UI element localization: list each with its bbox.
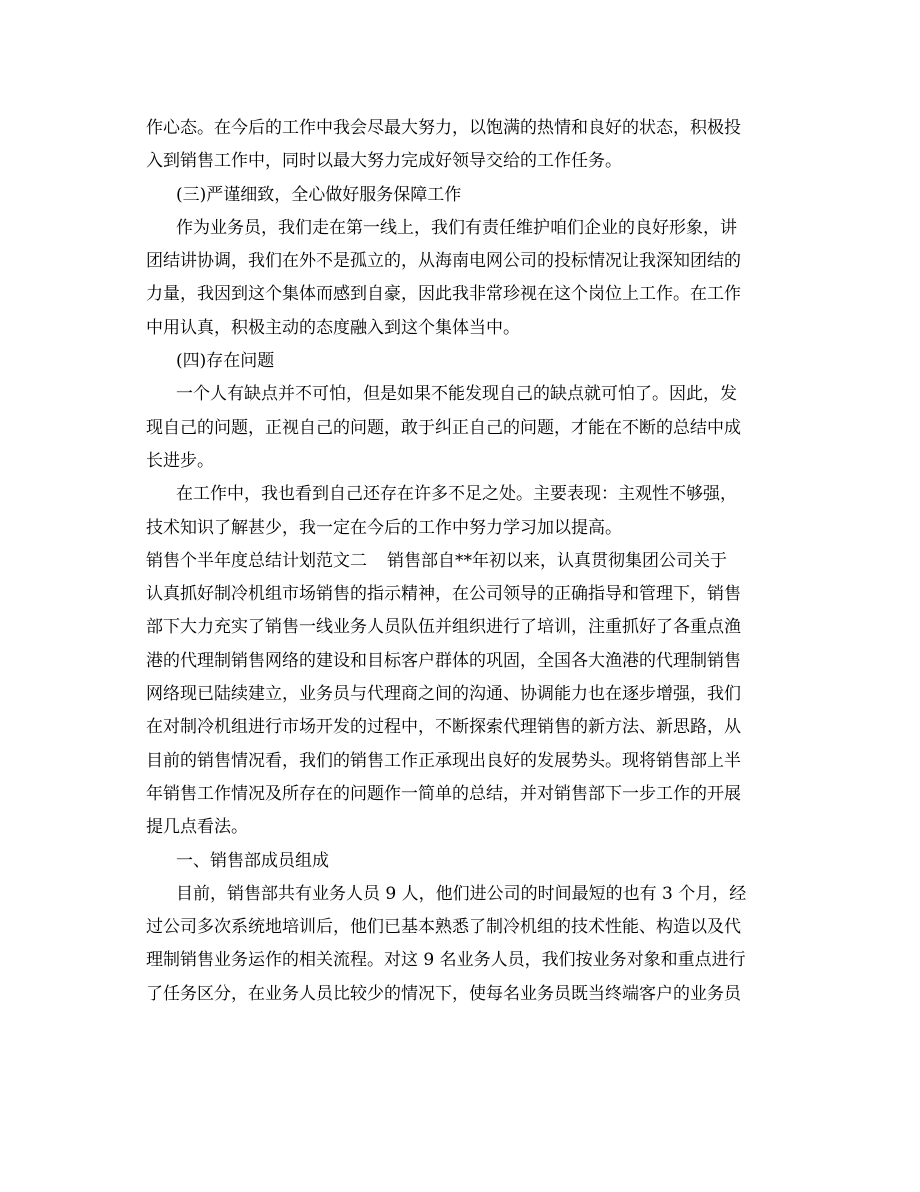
text-line: 过公司多次系统地培训后，他们已基本熟悉了制冷机组的技术性能、构造以及代: [146, 917, 741, 938]
text-line: 中用认真，积极主动的态度融入到这个集体当中。: [146, 317, 520, 338]
text-line: 入到销售工作中，同时以最大努力完成好领导交给的工作任务。: [146, 151, 622, 172]
paragraph: [146, 179, 772, 212]
text-line: 力量，我因到这个集体而感到自豪，因此我非常珍视在这个岗位上工作。在工作: [146, 284, 741, 305]
text-line: 网络现已陆续建立，业务员与代理商之间的沟通、协调能力也在逐步增强，我们: [146, 684, 741, 705]
text-line: 技术知识了解甚少，我一定在今后的工作中努力学习加以提高。: [146, 517, 622, 538]
text-line: 港的代理制销售网络的建设和目标客户群体的巩固，全国各大渔港的代理制销售: [146, 650, 741, 671]
text-line: 年销售工作情况及所存在的问题作一简单的总结，并对销售部下一步工作的开展: [146, 783, 741, 804]
section-title-line: [146, 545, 772, 578]
text-line: 现自己的问题，正视自己的问题，敢于纠正自己的问题，才能在不断的总结中成: [146, 417, 741, 438]
section-title: 销售个半年度总结计划范文二: [146, 550, 367, 571]
text-line: 目前，销售部共有业务人员 9 人，他们进公司的时间最短的也有 3 个月，经: [176, 883, 747, 904]
text-line: 在对制冷机组进行市场开发的过程中，不断探索代理销售的新方法、新思路，从: [146, 717, 741, 738]
text-line: 理制销售业务运作的相关流程。对这 9 名业务人员，我们按业务对象和重点进行: [146, 950, 746, 971]
text-line: 目前的销售情况看，我们的销售工作正承现出良好的发展势头。现将销售部上半: [146, 750, 741, 771]
text-line: 作为业务员，我们走在第一线上，我们有责任维护咱们企业的良好形象，讲: [176, 217, 737, 238]
text-line: 一、销售部成员组成: [176, 850, 329, 871]
text-line: 一个人有缺点并不可怕，但是如果不能发现自己的缺点就可怕了。因此，发: [176, 384, 737, 405]
text-line: 了任务区分，在业务人员比较少的情况下，使每名业务员既当终端客户的业务员: [146, 983, 741, 1004]
paragraph: [146, 878, 772, 1011]
tail-paragraphs: [146, 845, 772, 1011]
paragraph: [146, 112, 772, 179]
text-line: 提几点看法。: [146, 817, 248, 838]
paragraph: [146, 478, 772, 545]
paragraph: [146, 345, 772, 378]
paragraph: [146, 212, 772, 345]
section-body: [146, 578, 772, 844]
text-line: 部下大力充实了销售一线业务人员队伍并组织进行了培训，注重抓好了各重点渔: [146, 617, 741, 638]
text-line: (四)存在问题: [176, 351, 275, 372]
text-line: 认真抓好制冷机组市场销售的指示精神，在公司领导的正确指导和管理下，销售: [146, 584, 741, 605]
paragraph: [146, 845, 772, 878]
text-line: 长进步。: [146, 450, 214, 471]
top-paragraphs: [146, 112, 772, 545]
text-line: 作心态。在今后的工作中我会尽最大努力，以饱满的热情和良好的状态，积极投: [146, 118, 741, 138]
text-line: (三)严谨细致，全心做好服务保障工作: [176, 184, 462, 205]
paragraph: [146, 378, 772, 478]
section-first-line: 销售部自**年初以来，认真贯彻集团公司关于: [387, 550, 727, 571]
text-line: 团结讲协调，我们在外不是孤立的，从海南电网公司的投标情况让我深知团结的: [146, 251, 741, 272]
document-page: [146, 112, 772, 1011]
text-line: 在工作中，我也看到自己还存在许多不足之处。主要表现：主观性不够强，: [176, 484, 737, 505]
